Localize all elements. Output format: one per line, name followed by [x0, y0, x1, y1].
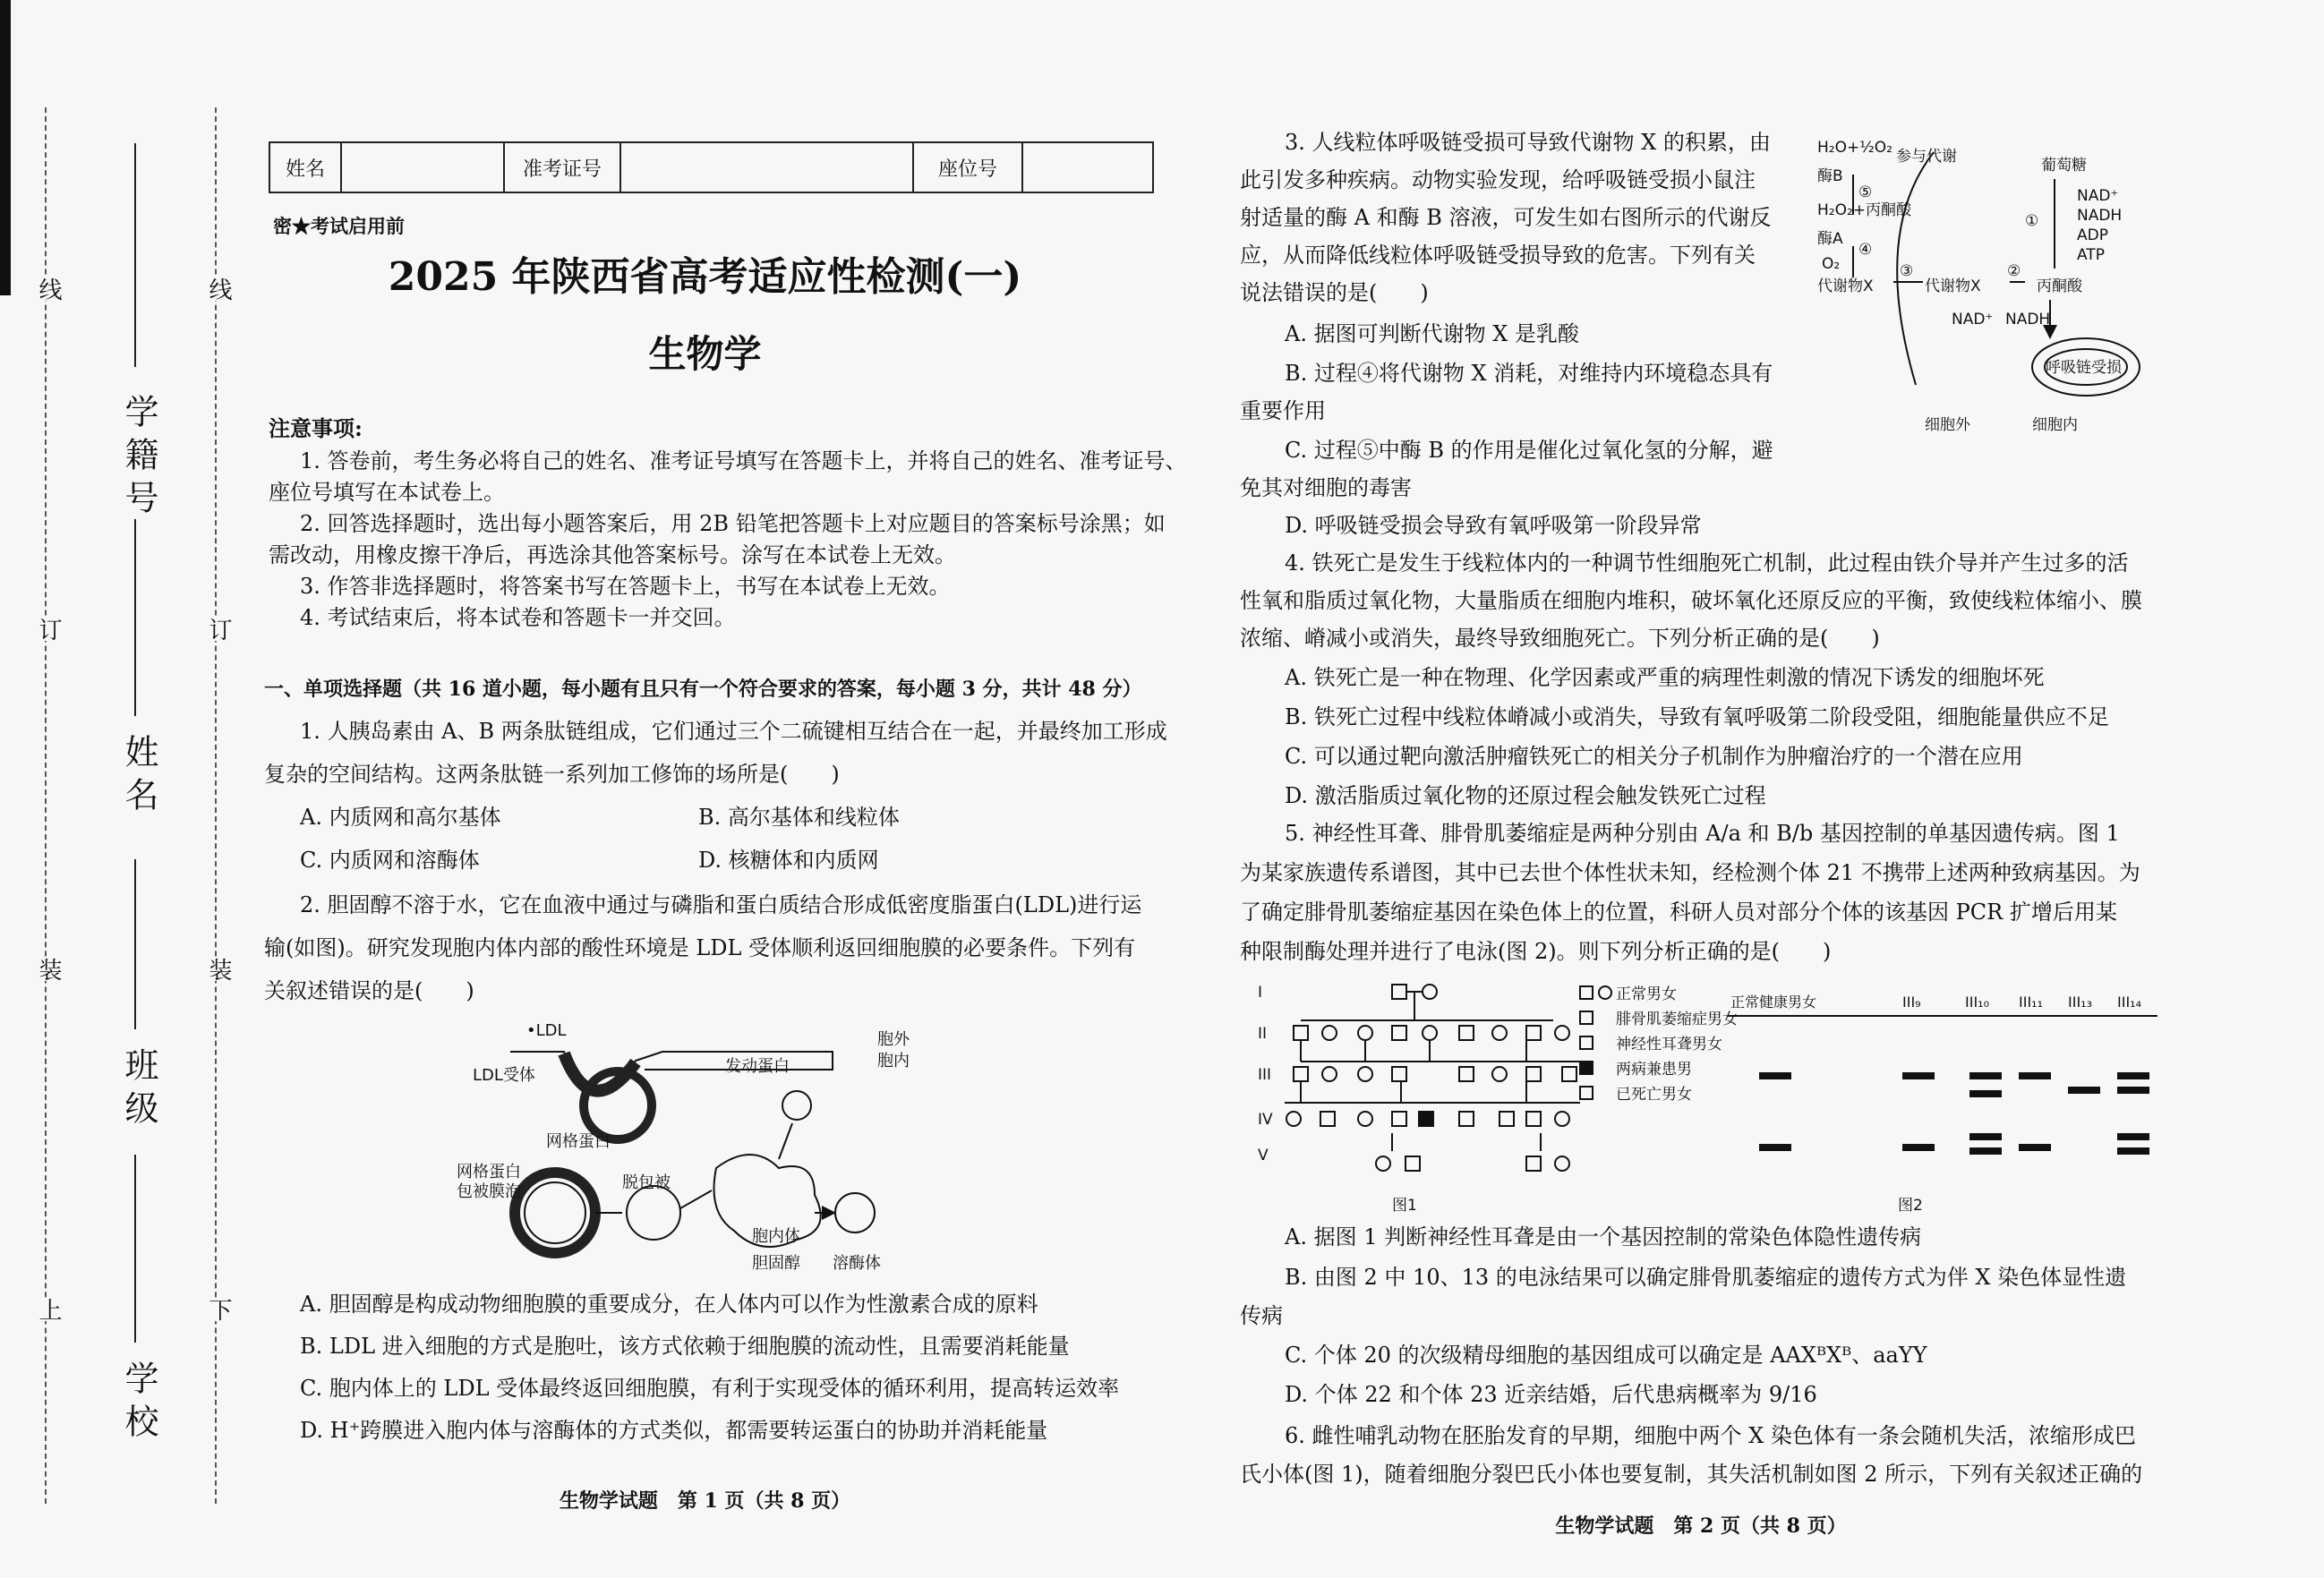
- coated-vesicle-2: [515, 1173, 595, 1253]
- q4-option-a[interactable]: A. 铁死亡是一种在物理、化学因素或严重的病理性刺激的情况下诱发的细胞坏死: [1285, 665, 2045, 690]
- q4-option-b[interactable]: B. 铁死亡过程中线粒体嵴减小或消失，导致有氧呼吸第二阶段受阻，细胞能量供应不足: [1285, 704, 2109, 729]
- q1-option-a[interactable]: A. 内质网和高尔基体: [300, 805, 501, 830]
- label-clathrin: 网格蛋白: [546, 1132, 611, 1151]
- label-oxygen: O₂: [1822, 255, 1841, 273]
- label-dynamin: 发动蛋白: [725, 1057, 790, 1076]
- figure-1-label: 图1: [1392, 1197, 1417, 1215]
- q3-stem-e: 说法错误的是( ): [1240, 280, 1429, 305]
- notice-2a: 2. 回答选择题时，选出每小题答案后，用 2B 铅笔把答题卡上对应题目的答案标号涂黑；如: [300, 511, 1166, 536]
- field-school-line[interactable]: [134, 1155, 136, 1343]
- input-exam-id[interactable]: [621, 143, 914, 192]
- lane-label-11: III₁₁: [2019, 994, 2043, 1011]
- figure-2-label: 图2: [1898, 1197, 1923, 1215]
- q2-option-d[interactable]: D. H⁺跨膜进入胞内体与溶酶体的方式类似，都需要转运蛋白的协助并消耗能量: [300, 1418, 1048, 1443]
- label-metabolite-out: 代谢物X: [1817, 277, 1874, 295]
- label-uncoat: 脱包被: [622, 1173, 671, 1192]
- q1-stem-b: 复杂的空间结构。这两条肽链一系列加工修饰的场所是( ): [264, 762, 840, 787]
- q3-option-b[interactable]: B. 过程④将代谢物 X 消耗，对维持内环境稳态具有: [1285, 361, 1773, 386]
- label-h2o2-pyruvate: H₂O₂+丙酮酸: [1817, 201, 1912, 219]
- q4-stem-c: 浓缩、嵴减小或消失，最终导致细胞死亡。下列分析正确的是( ): [1240, 626, 1880, 651]
- metabolism-figure: [1817, 125, 2153, 448]
- field-student-id: 学籍号: [119, 394, 158, 523]
- label-enzyme-b: 酶B: [1817, 167, 1843, 185]
- q1-option-b[interactable]: B. 高尔基体和线粒体: [698, 805, 900, 830]
- label-name: 姓名: [270, 143, 342, 192]
- field-school: 学校: [119, 1360, 158, 1446]
- q4-stem-b: 性氧和脂质过氧化物，大量脂质在细胞内堆积，破坏氧化还原反应的平衡，致使线粒体缩小、膜: [1240, 588, 2142, 613]
- q3-option-a[interactable]: A. 据图可判断代谢物 X 是乳酸: [1285, 321, 1579, 346]
- label-outside: 胞外: [877, 1030, 910, 1049]
- label-inside: 胞内: [877, 1052, 910, 1070]
- legend-deafness: 神经性耳聋男女: [1616, 1036, 1722, 1053]
- field-student-id-line[interactable]: [134, 143, 136, 367]
- q5-option-d[interactable]: D. 个体 22 和个体 23 近亲结婚，后代患病概率为 9/16: [1285, 1382, 1817, 1407]
- gen-label-3: III: [1258, 1066, 1272, 1084]
- q4-option-c[interactable]: C. 可以通过靶向激活肿瘤铁死亡的相关分子机制作为肿瘤治疗的一个潜在应用: [1285, 744, 2023, 769]
- label-nad-2: NAD⁺: [1952, 311, 1994, 328]
- gen-label-2: II: [1258, 1025, 1268, 1043]
- field-class-line[interactable]: [134, 859, 136, 1029]
- cut-line-left: [45, 107, 47, 1504]
- candidate-info-table: [269, 141, 1154, 193]
- notice-4: 4. 考试结束后，将本试卷和答题卡一并交回。: [300, 605, 736, 630]
- field-name-line[interactable]: [134, 519, 136, 716]
- q3-stem-b: 此引发多种疾病。动物实验发现，给呼吸链受损小鼠注: [1240, 167, 1756, 192]
- q3-option-b-cont: 重要作用: [1240, 398, 1326, 423]
- mark-xia: 下: [202, 1298, 235, 1321]
- subject-title: 生物学: [648, 332, 762, 376]
- lane-label-normal: 正常健康男女: [1730, 994, 1817, 1011]
- q3-stem-c: 射适量的酶 A 和酶 B 溶液，可发生如右图所示的代谢反: [1240, 205, 1772, 230]
- label-step-1: ①: [2025, 212, 2039, 230]
- label-step-4: ④: [1858, 241, 1873, 259]
- field-class: 班级: [119, 1047, 158, 1133]
- pedigree-chart: [1285, 985, 1580, 1171]
- label-pyruvate: 丙酮酸: [2037, 277, 2082, 295]
- pedigree-and-gel-figure: [1258, 976, 2162, 1217]
- label-metabolite-in: 代谢物X: [1925, 277, 1981, 295]
- lysosome: [835, 1193, 875, 1233]
- page-2: [1240, 0, 2162, 1578]
- uncoated-vesicle: [627, 1186, 680, 1240]
- label-step-3: ③: [1900, 262, 1914, 280]
- legend-both: 两病兼患男: [1616, 1061, 1692, 1079]
- notice-heading: 注意事项:: [269, 415, 363, 441]
- page-1-footer: 生物学试题 第 1 页（共 8 页）: [559, 1489, 851, 1513]
- label-vesicle-a: 网格蛋白: [457, 1163, 521, 1181]
- label-extracellular: 细胞外: [1925, 416, 1970, 434]
- q2-stem-b: 输(如图)。研究发现胞内体内部的酸性环境是 LDL 受体顺利返回细胞膜的必要条件。下列有: [264, 935, 1136, 960]
- q5-option-b-cont: 传病: [1240, 1303, 1283, 1328]
- notice-1b: 座位号填写在本试卷上。: [269, 480, 505, 505]
- label-receptor: LDL受体: [473, 1066, 535, 1085]
- q5-stem-d: 种限制酶处理并进行了电泳(图 2)。则下列分析正确的是( ): [1240, 939, 1832, 964]
- mark-shang: 上: [32, 1298, 65, 1321]
- label-chain-damage: 呼吸链受损: [2046, 359, 2122, 377]
- q2-stem-c: 关叙述错误的是( ): [264, 978, 474, 1003]
- label-exam-id: 准考证号: [505, 143, 621, 192]
- lane-label-13: III₁₃: [2068, 994, 2092, 1011]
- q3-stem-d: 应，从而降低线粒体呼吸链受损导致的危害。下列有关: [1240, 243, 1756, 268]
- coated-vesicle-2-inner: [525, 1182, 585, 1243]
- mark-xian-right: 线: [202, 277, 235, 301]
- scan-edge: [0, 0, 11, 295]
- label-adp: ADP: [2077, 226, 2108, 244]
- mark-ding-right: 订: [202, 618, 235, 641]
- secret-mark: 密★考试启用前: [273, 215, 405, 237]
- q4-stem-a: 4. 铁死亡是发生于线粒体内的一种调节性细胞死亡机制，此过程由铁介导并产生过多的活: [1285, 550, 2129, 576]
- q5-option-a[interactable]: A. 据图 1 判断神经性耳聋是由一个基因控制的常染色体隐性遗传病: [1285, 1224, 1922, 1250]
- label-step-5: ⑤: [1858, 183, 1873, 201]
- label-enzyme-a: 酶A: [1817, 230, 1843, 248]
- q6-stem-b: 氏小体(图 1)，随着细胞分裂巴氏小体也要复制，其失活机制如图 2 所示，下列有关叙述正确的: [1240, 1462, 2143, 1487]
- lane-label-14: III₁₄: [2117, 994, 2141, 1011]
- label-nad-1: NAD⁺: [2077, 187, 2119, 205]
- label-ldl: •LDL: [526, 1021, 567, 1040]
- q5-stem-b: 为某家族遗传系谱图，其中已去世个体性状未知，经检测个体 21 不携带上述两种致病基因。为: [1240, 860, 2140, 885]
- mark-zhuang-right: 装: [202, 958, 235, 981]
- q5-stem-a: 5. 神经性耳聋、腓骨肌萎缩症是两种分别由 A/a 和 B/b 基因控制的单基因遗传病。图 1: [1285, 821, 2120, 846]
- gen-label-4: IV: [1258, 1111, 1273, 1129]
- label-seat: 座位号: [914, 143, 1023, 192]
- input-name[interactable]: [342, 143, 505, 192]
- mark-xian-left: 线: [32, 277, 65, 301]
- gel-bands: [1759, 1072, 2149, 1155]
- label-vesicle-b: 包被膜泡: [457, 1182, 521, 1201]
- recycling-vesicle: [782, 1091, 811, 1120]
- label-nadh-1: NADH: [2077, 207, 2123, 225]
- binding-margin: [0, 0, 242, 1578]
- mark-zhuang-left: 装: [32, 958, 65, 981]
- field-name: 姓名: [119, 734, 158, 820]
- q5-stem-c: 了确定腓骨肌萎缩症基因在染色体上的位置，科研人员对部分个体的该基因 PCR 扩增后用某: [1240, 900, 2117, 925]
- q6-stem-a: 6. 雌性哺乳动物在胚胎发育的早期，细胞中两个 X 染色体有一条会随机失活，浓缩形成巴: [1285, 1423, 2136, 1448]
- cut-line-right: [215, 107, 217, 1504]
- label-metabolism: 参与代谢: [1896, 148, 1957, 166]
- q3-option-d[interactable]: D. 呼吸链受损会导致有氧呼吸第一阶段异常: [1285, 513, 1702, 538]
- label-nadh-2: NADH: [2005, 311, 2051, 328]
- legend-cmt: 腓骨肌萎缩症男女: [1616, 1011, 1738, 1028]
- q2-option-c[interactable]: C. 胞内体上的 LDL 受体最终返回细胞膜，有利于实现受体的循环利用，提高转运效率: [300, 1376, 1120, 1401]
- label-glucose: 葡萄糖: [2041, 157, 2087, 175]
- q1-option-c[interactable]: C. 内质网和溶酶体: [300, 848, 480, 873]
- notice-1a: 1. 答卷前，考生务必将自己的姓名、准考证号填写在答题卡上，并将自己的姓名、准考证号、: [300, 448, 1187, 473]
- label-water-oxygen: H₂O+½O₂: [1817, 139, 1893, 157]
- q2-option-a[interactable]: A. 胆固醇是构成动物细胞膜的重要成分，在人体内可以作为性激素合成的原料: [300, 1292, 1038, 1317]
- ldl-transport-figure: [457, 1016, 958, 1275]
- q4-option-d[interactable]: D. 激活脂质过氧化物的还原过程会触发铁死亡过程: [1285, 783, 1766, 808]
- q3-option-c-cont: 免其对细胞的毒害: [1240, 475, 1412, 500]
- label-step-2: ②: [2007, 262, 2021, 280]
- page-1: [255, 0, 1187, 1578]
- q2-stem-a: 2. 胆固醇不溶于水，它在血液中通过与磷脂和蛋白质结合形成低密度脂蛋白(LDL)进行运: [300, 892, 1142, 917]
- input-seat[interactable]: [1023, 143, 1152, 192]
- page-2-footer: 生物学试题 第 2 页（共 8 页）: [1555, 1514, 1847, 1538]
- exam-title: 2025 年陕西省高考适应性检测(一): [388, 254, 1022, 300]
- notice-3: 3. 作答非选择题时，将答案书写在答题卡上，书写在本试卷上无效。: [300, 574, 951, 599]
- lane-label-10: III₁₀: [1965, 994, 1989, 1011]
- legend-deceased: 已死亡男女: [1616, 1086, 1692, 1104]
- q3-option-c[interactable]: C. 过程⑤中酶 B 的作用是催化过氧化氢的分解，避: [1285, 438, 1773, 463]
- label-atp: ATP: [2077, 246, 2105, 264]
- legend-normal: 正常男女: [1616, 985, 1677, 1003]
- gen-label-1: I: [1258, 984, 1263, 1002]
- label-endosome: 胞内体: [752, 1227, 800, 1246]
- legend-symbols: [1580, 986, 1611, 1099]
- label-lysosome: 溶酶体: [833, 1254, 881, 1273]
- q3-stem-a: 3. 人线粒体呼吸链受损可导致代谢物 X 的积累，由: [1285, 130, 1771, 155]
- label-intracellular: 细胞内: [2032, 416, 2078, 434]
- q1-option-d[interactable]: D. 核糖体和内质网: [698, 848, 879, 873]
- gen-label-5: V: [1258, 1147, 1269, 1164]
- section-heading: 一、单项选择题（共 16 道小题，每小题有且只有一个符合要求的答案，每小题 3 分，共计 48 分）: [264, 678, 1142, 701]
- q2-option-b[interactable]: B. LDL 进入细胞的方式是胞吐，该方式依赖于细胞膜的流动性，且需要消耗能量: [300, 1334, 1070, 1359]
- q5-option-c[interactable]: C. 个体 20 的次级精母细胞的基因组成可以确定是 AAXᴮXᴮ、aaYY: [1285, 1343, 1927, 1368]
- mark-ding-left: 订: [32, 618, 65, 641]
- label-cholesterol: 胆固醇: [752, 1254, 800, 1273]
- q1-stem-a: 1. 人胰岛素由 A、B 两条肽链组成，它们通过三个二硫键相互结合在一起，并最终加工形成: [300, 719, 1167, 744]
- notice-2b: 需改动，用橡皮擦干净后，再选涂其他答案标号。涂写在本试卷上无效。: [269, 542, 956, 567]
- lane-label-9: III₉: [1902, 994, 1921, 1011]
- q5-option-b[interactable]: B. 由图 2 中 10、13 的电泳结果可以确定腓骨肌萎缩症的遗传方式为伴 X 染色体显性遗: [1285, 1265, 2127, 1290]
